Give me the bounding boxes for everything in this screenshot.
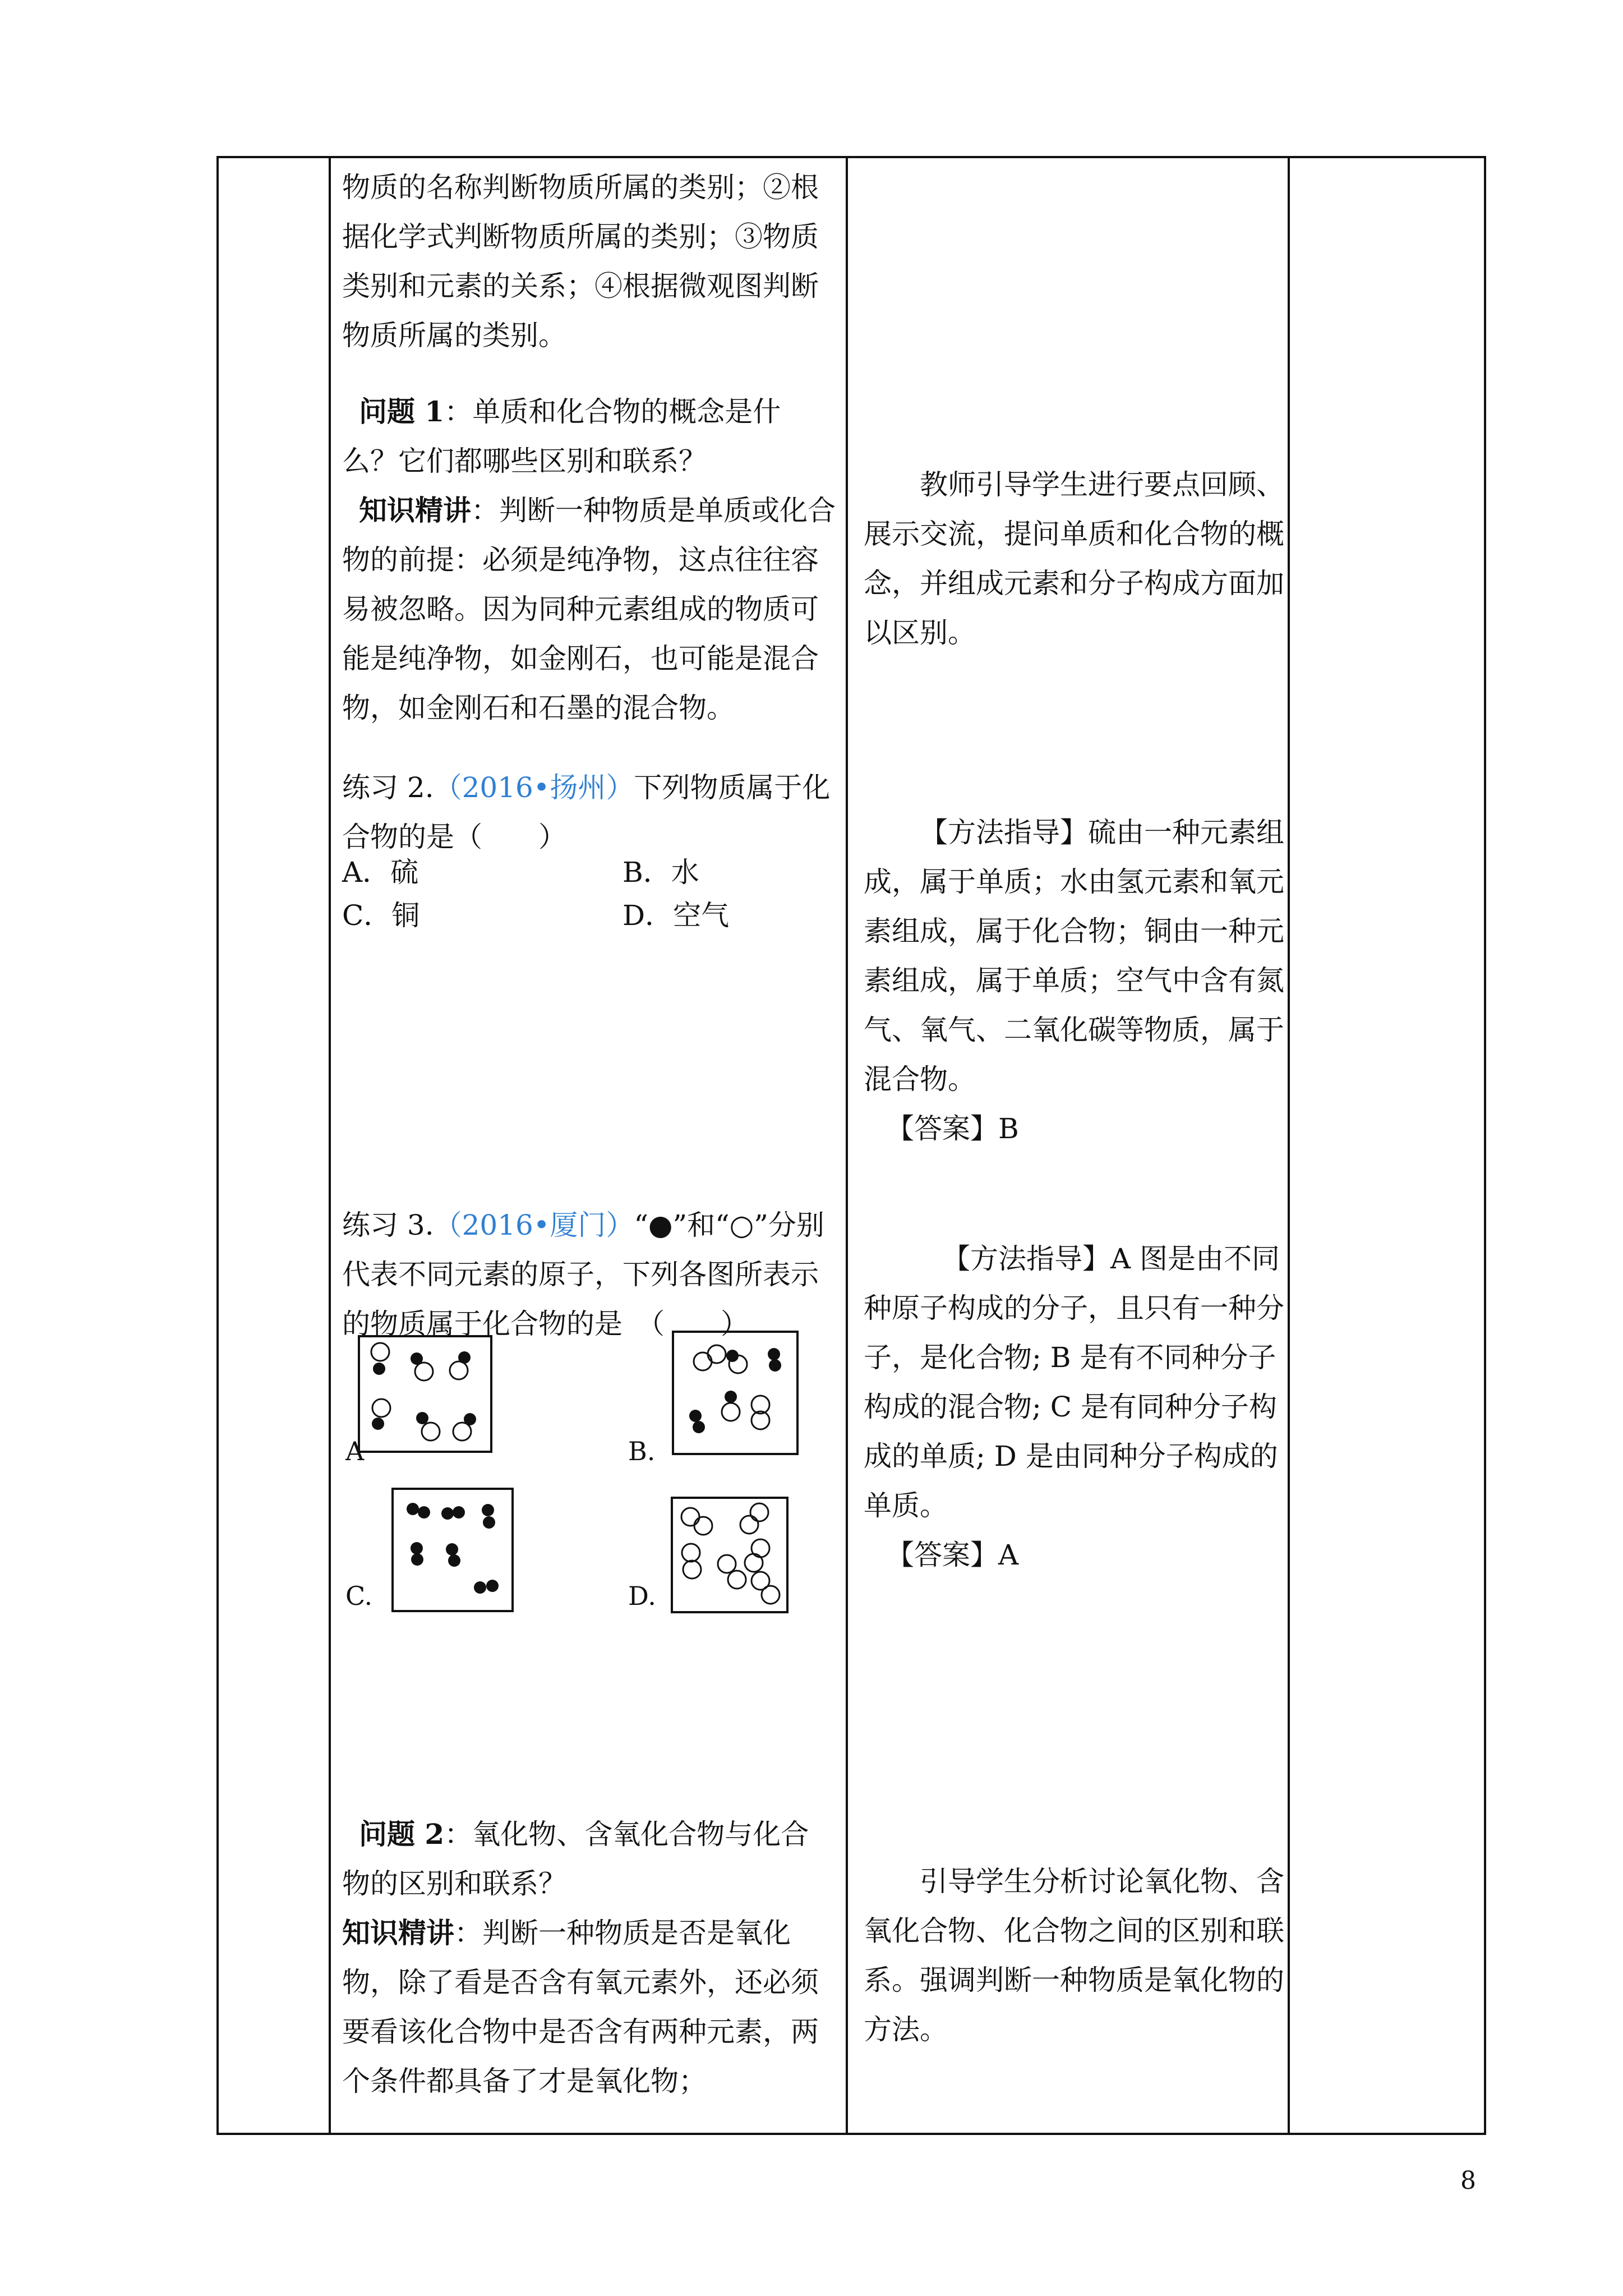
exercise-3-prefix: 练习 3. [342, 1209, 434, 1241]
table-border-right [1484, 156, 1486, 2135]
table-divider-1 [329, 156, 331, 2135]
molecule-diagram-a [358, 1335, 492, 1453]
answer-3-text: 【答案】A [886, 1539, 1019, 1571]
exercise-2-block [342, 763, 836, 862]
intro-text: 物质的名称判断物质所属的类别；②根据化学式判断物质所属的类别；③物质类别和元素的关系；④根据微观图判断物质所属的类别。 [342, 171, 819, 352]
question-1-label: 问题 1 [359, 395, 445, 428]
exercise-2-prefix: 练习 2. [342, 771, 434, 804]
question-1-text: ：单质和化合物的概念是什么？它们都哪些区别和联系？ [342, 395, 781, 477]
exercise-2-option-c: C．铜 [342, 899, 420, 932]
question-2-block [342, 1810, 836, 2106]
question-2-label: 问题 2 [359, 1818, 445, 1851]
guidance-1-text: 教师引导学生进行要点回顾、展示交流，提问单质和化合物的概念，并组成元素和分子构成方面加以区别。 [864, 468, 1284, 649]
molecule-diagram-b [672, 1331, 799, 1455]
exercise-2-option-d: D．空气 [623, 899, 730, 932]
diagram-c-label: C. [345, 1581, 373, 1611]
table-border-bottom [218, 2133, 1485, 2135]
guidance-3 [864, 1234, 1290, 1580]
diagram-b-label: B. [628, 1436, 656, 1466]
exercise-2-option-a: A．硫 [342, 856, 419, 889]
guidance-4 [864, 1857, 1290, 2054]
knowledge-2-text: ：判断一种物质是否是氧化物，除了看是否含有氧元素外，还必须要看该化合物中是否含有两种元素，两个条件都具备了才是氧化物； [342, 1917, 819, 2097]
molecule-diagram-c [391, 1488, 514, 1612]
exercise-3-block [342, 1200, 836, 1349]
problem-column [342, 163, 836, 360]
exercise-3-source: （2016•厦门） [434, 1209, 634, 1241]
guidance-2 [864, 808, 1290, 1153]
guidance-4-text: 引导学生分析讨论氧化物、含氧化合物、化合物之间的区别和联系。强调判断一种物质是氧化物的方法。 [864, 1865, 1284, 2046]
knowledge-1-label: 知识精讲 [359, 494, 471, 527]
knowledge-1-text: ：判断一种物质是单质或化合物的前提：必须是纯净物，这点往往容易被忽略。因为同种元素组成的物质可能是纯净物，如金刚石，也可能是混合物，如金刚石和石墨的混合物。 [342, 494, 836, 724]
guidance-1 [864, 460, 1290, 657]
page-number: 8 [1460, 2166, 1476, 2195]
exercise-2-source: （2016•扬州） [434, 771, 634, 804]
diagram-a-label: A [345, 1436, 365, 1466]
method-3-text: 【方法指导】A 图是由不同种原子构成的分子，且只有一种分子，是化合物; B 是有不同种分子构成的混合物; C 是有同种分子构成的单质; D 是由同种分子构成的单质。 [864, 1243, 1284, 1522]
knowledge-2-label: 知识精讲 [342, 1916, 454, 1949]
diagram-d-label: D. [628, 1581, 656, 1611]
question-2-text: ：氧化物、含氧化合物与化合物的区别和联系？ [342, 1818, 809, 1900]
exercise-2-text: 下列物质属于化合物的是（ ） [342, 771, 831, 853]
table-border-left [216, 156, 219, 2135]
answer-2-text: 【答案】B [886, 1112, 1019, 1145]
question-1-block [342, 387, 836, 733]
method-2-text: 【方法指导】硫由一种元素组成，属于单质；水由氢元素和氧元素组成，属于化合物；铜由一种元素组成，属于单质；空气中含有氮气、氧气、二氧化碳等物质，属于混合物。 [864, 816, 1284, 1096]
table-border-top [218, 156, 1485, 158]
molecule-diagram-d [671, 1497, 789, 1613]
exercise-3-text: “●”和“○”分别代表不同元素的原子，下列各图所表示的物质属于化合物的是 （ ） [342, 1209, 824, 1340]
table-divider-2 [846, 156, 848, 2135]
exercise-2-option-b: B．水 [623, 856, 699, 889]
